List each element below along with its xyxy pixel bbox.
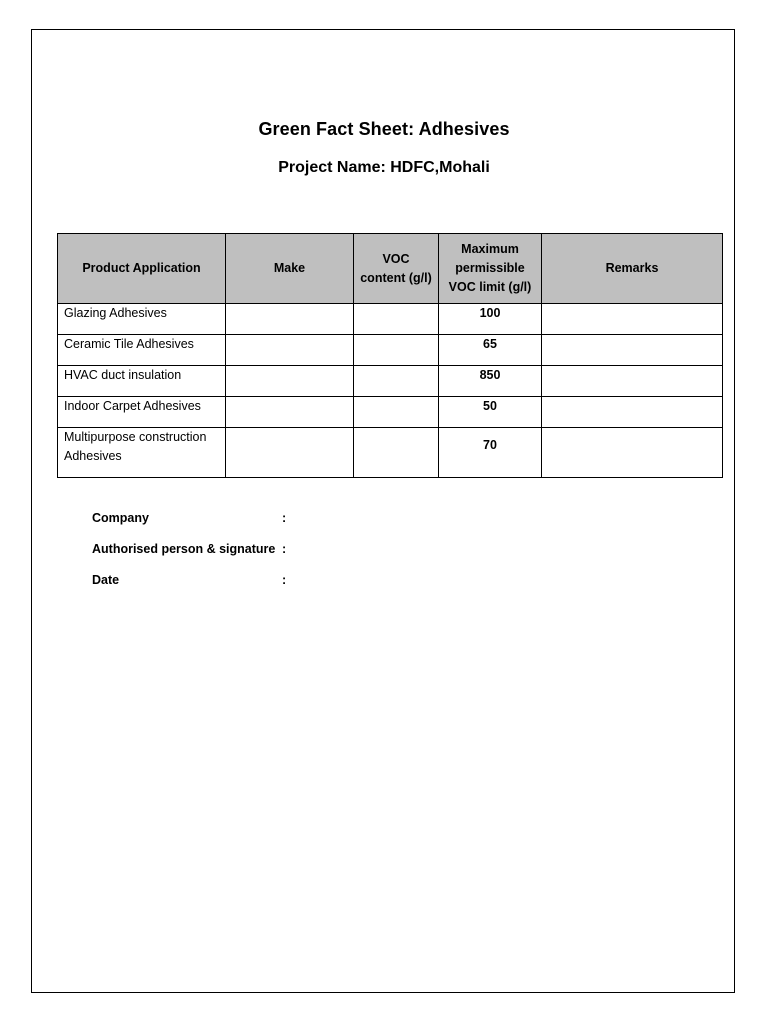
cell-application: Glazing Adhesives (58, 304, 226, 335)
header-remarks: Remarks (542, 234, 723, 304)
table-row (58, 335, 723, 366)
table-row (58, 366, 723, 397)
cell-remarks (542, 304, 723, 335)
cell-remarks (542, 397, 723, 428)
project-name: Project Name: HDFC,Mohali (278, 159, 490, 176)
company-label: Company (92, 511, 149, 525)
cell-make (226, 304, 354, 335)
cell-make (226, 397, 354, 428)
date-label: Date (92, 573, 120, 587)
date-colon: : (282, 573, 287, 587)
cell-max-limit: 850 (439, 366, 542, 397)
cell-application: Ceramic Tile Adhesives (58, 335, 226, 366)
page-title: Green Fact Sheet: Adhesives (258, 119, 510, 139)
cell-application: Indoor Carpet Adhesives (58, 397, 226, 428)
cell-make (226, 335, 354, 366)
cell-voc-content (354, 304, 439, 335)
cell-application: HVAC duct insulation (58, 366, 226, 397)
table-header-row (58, 234, 723, 304)
table-row (58, 397, 723, 428)
cell-voc-content (354, 366, 439, 397)
cell-max-limit: 50 (439, 397, 542, 428)
cell-remarks (542, 366, 723, 397)
table-row (58, 304, 723, 335)
header-make: Make (226, 234, 354, 304)
cell-remarks (542, 428, 723, 478)
cell-max-limit: 100 (439, 304, 542, 335)
cell-remarks (542, 335, 723, 366)
header-max-voc-limit: Maximum permissible VOC limit (g/l) (439, 234, 542, 304)
cell-make (226, 428, 354, 478)
cell-voc-content (354, 335, 439, 366)
cell-max-limit: 70 (439, 428, 542, 478)
voc-table (57, 233, 723, 478)
table-row (58, 428, 723, 478)
authorised-person-colon: : (282, 542, 287, 556)
company-colon: : (282, 511, 287, 525)
cell-voc-content (354, 397, 439, 428)
authorised-person-label: Authorised person & signature (92, 542, 276, 556)
cell-application: Multipurpose construction Adhesives (58, 428, 226, 478)
cell-make (226, 366, 354, 397)
cell-voc-content (354, 428, 439, 478)
cell-max-limit: 65 (439, 335, 542, 366)
header-product-application: Product Application (58, 234, 226, 304)
header-voc-content: VOC content (g/l) (354, 234, 439, 304)
